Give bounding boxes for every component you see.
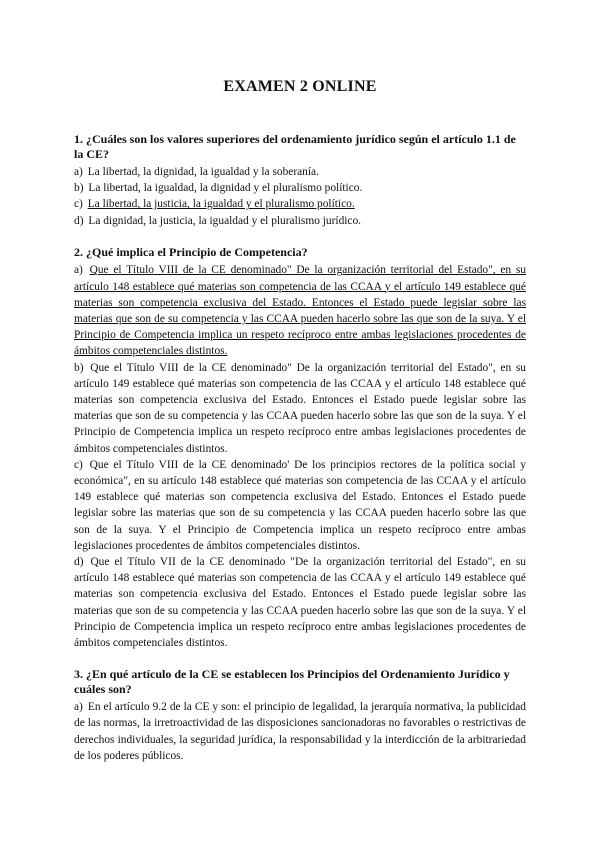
question-3 (74, 667, 526, 764)
question-text: 2. ¿Qué implica el Principio de Competencia? (74, 244, 308, 259)
option-letter: a) (74, 166, 83, 178)
answer-option-b (74, 360, 526, 457)
answer-option-d (74, 554, 526, 651)
option-letter: d) (74, 555, 84, 568)
option-text: La dignidad, la justicia, la igualdad y el pluralismo jurídico. (88, 214, 362, 227)
option-text: La libertad, la dignidad, la igualdad y la soberanía. (87, 166, 319, 178)
question-text: 1. ¿Cuáles son los valores superiores del ordenamiento jurídico según el artículo 1.1 de la CE? (74, 132, 516, 161)
question-1 (74, 132, 526, 229)
question-text: 3. ¿En qué artículo de la CE se establecen los Principios del Ordenamiento Jurídico y cuáles son? (74, 667, 510, 696)
option-letter: b) (74, 361, 84, 374)
answer-option-a (74, 164, 526, 180)
answer-option-b (74, 180, 526, 196)
page-title: EXAMEN 2 ONLINE (223, 78, 377, 95)
option-letter: c) (74, 458, 83, 471)
option-letter: d) (74, 214, 84, 227)
option-letter: c) (74, 198, 83, 211)
answer-option-d (74, 213, 526, 229)
option-text: Que el Título VII de la CE denominado "De la organización territorial del Estado", en su artículo 148 establece qué materias son competencia de las CCAA y el artículo 149 establece qué materias son competencia exclusiva del Estado. Entonces el Estado puede legislar sobre las materias que son de su competencia y las CCAA pueden hacerlo sobre las que son de la suya. Y el Principio de Competencia implica un respeto recíproco entre ambas legislaciones procedentes de ámbitos competenciales distintos. (74, 555, 526, 649)
answer-option-c-correct (74, 196, 526, 212)
answer-option-a-correct (74, 262, 526, 359)
option-text: Que el Título VIII de la CE denominado' De los principios rectores de la política social y económica", en su artículo 148 establece qué materias son competencia de las CCAA y el artículo 149 establece qué materias son competencia exclusiva del Estado. Entonces el Estado puede legislar sobre las materias que son de su competencia y las CCAA pueden hacerlo sobre las que son de la suya. Y el Principio de Competencia implica un respeto recíproco entre ambas legislaciones procedentes de ámbitos competenciales distintos. (74, 458, 526, 552)
option-text: La libertad, la justicia, la igualdad y el pluralismo político. (87, 198, 355, 211)
option-letter: a) (74, 701, 83, 714)
option-letter: a) (74, 264, 83, 277)
option-letter: b) (74, 182, 84, 195)
question-2 (74, 245, 526, 651)
option-text: La libertad, la igualdad, la dignidad y el pluralismo político. (88, 182, 363, 195)
option-text: En el artículo 9.2 de la CE y son: el principio de legalidad, la jerarquía normativa, la publicidad de las normas, la irretroactividad de las disposiciones sancionadoras no favorables o restrictivas de derechos individuales, la seguridad jurídica, la responsabilidad y la interdicción de la arbitrariedad de los poderes públicos. (74, 701, 526, 762)
answer-option-c (74, 457, 526, 554)
option-text: Que el Título VIII de la CE denominado" De la organización territorial del Estado", en su artículo 149 establece qué materias son competencia de las CCAA y el artículo 148 establece qué materias son competencia exclusiva del Estado. Entonces el Estado puede legislar sobre las materias que son de su competencia y las CCAA pueden hacerlo sobre las que son de la suya. Y el Principio de Competencia implica un respeto recíproco entre ambas legislaciones procedentes de ámbitos competenciales distintos. (74, 361, 526, 455)
option-text: Que el Título VIII de la CE denominado" De la organización territorial del Estado", en su artículo 148 establece qué materias son competencia de las CCAA y el artículo 149 establece qué materias son competencia exclusiva del Estado. Entonces el Estado puede legislar sobre las materias que son de su competencia y las CCAA pueden hacerlo sobre las que son de la suya. Y el Principio de Competencia implica un respeto recíproco entre ambas legislaciones procedentes de ámbitos competenciales distintos. (74, 264, 526, 358)
answer-option-a (74, 699, 526, 764)
